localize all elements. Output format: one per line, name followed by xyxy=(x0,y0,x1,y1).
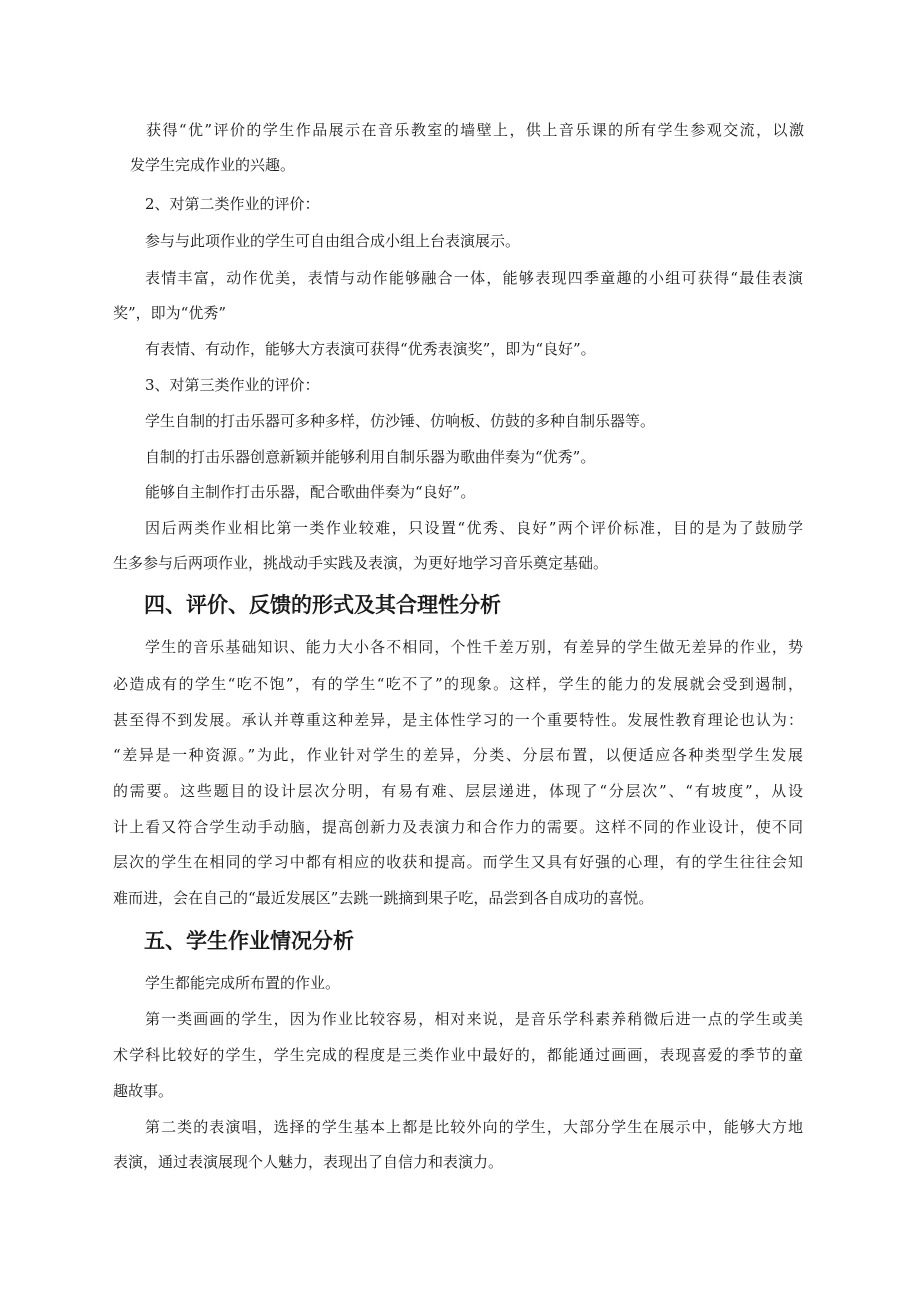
subheading-evaluation-3: 3、对第三类作业的评价： xyxy=(145,376,320,394)
paragraph-line: 必造成有的学生“吃不饱”，有的学生“吃不了”的现象。这样，学生的能力的发展就会受到遏制， xyxy=(113,675,803,693)
paragraph-line: 因后两类作业相比第一类作业较难，只设置“优秀、良好”两个评价标准，目的是为了鼓励学 xyxy=(145,519,803,537)
paragraph-line: 生多参与后两项作业，挑战动手实践及表演，为更好地学习音乐奠定基础。 xyxy=(113,554,609,572)
section-heading-5: 五、学生作业情况分析 xyxy=(144,929,354,953)
paragraph-line: 自制的打击乐器创意新颖并能够利用自制乐器为歌曲伴奏为“优秀”。 xyxy=(145,448,596,466)
paragraph-line: 参与与此项作业的学生可自由组合成小组上台表演展示。 xyxy=(145,232,521,250)
paragraph-line: 有表情、有动作，能够大方表演可获得“优秀表演奖”，即为“良好”。 xyxy=(145,340,596,358)
paragraph-line: 能够自主制作打击乐器，配合歌曲伴奏为“良好”。 xyxy=(145,483,476,501)
paragraph-line: 层次的学生在相同的学习中都有相应的收获和提高。而学生又具有好强的心理，有的学生往往会知 xyxy=(113,853,803,871)
section-heading-4: 四、评价、反馈的形式及其合理性分析 xyxy=(144,593,501,617)
paragraph-line: 术学科比较好的学生，学生完成的程度是三类作业中最好的，都能通过画画，表现喜爱的季节的童 xyxy=(113,1046,803,1064)
paragraph-line: 奖”，即为“优秀” xyxy=(113,304,227,322)
paragraph-line: 第一类画画的学生，因为作业比较容易，相对来说，是音乐学科素养稍微后进一点的学生或美 xyxy=(145,1010,803,1028)
paragraph-line: 难而进，会在自己的“最近发展区”去跳一跳摘到果子吃，品尝到各自成功的喜悦。 xyxy=(113,889,654,907)
paragraph-line: 学生都能完成所布置的作业。 xyxy=(145,974,341,992)
paragraph-line: 的需要。这些题目的设计层次分明，有易有难、层层递进，体现了“分层次”、“有坡度”，从设 xyxy=(113,782,803,800)
paragraph-line: 发学生完成作业的兴趣。 xyxy=(130,156,296,174)
paragraph-line: 第二类的表演唱，选择的学生基本上都是比较外向的学生，大部分学生在展示中，能够大方地 xyxy=(145,1118,803,1136)
paragraph-line: 表情丰富，动作优美，表情与动作能够融合一体，能够表现四季童趣的小组可获得“最佳表演 xyxy=(145,269,803,287)
paragraph-line: 学生自制的打击乐器可多种多样，仿沙锤、仿响板、仿鼓的多种自制乐器等。 xyxy=(145,412,656,430)
subheading-evaluation-2: 2、对第二类作业的评价： xyxy=(145,195,320,213)
paragraph-line: 趣故事。 xyxy=(113,1082,174,1100)
paragraph-line: 表演，通过表演展现个人魅力，表现出了自信力和表演力。 xyxy=(113,1153,504,1171)
paragraph-line: 计上看又符合学生动手动脑，提高创新力及表演力和合作力的需要。这样不同的作业设计，使不同 xyxy=(113,818,803,836)
paragraph-line: 甚至得不到发展。承认并尊重这种差异，是主体性学习的一个重要特性。发展性教育理论也认为： xyxy=(113,711,803,729)
paragraph-line: 学生的音乐基础知识、能力大小各不相同，个性千差万别，有差异的学生做无差异的作业，势 xyxy=(145,638,803,656)
paragraph-line: “差异是一种资源。”为此，作业针对学生的差异，分类、分层布置，以便适应各种类型学生发展 xyxy=(113,746,803,764)
paragraph-line: 获得“优”评价的学生作品展示在音乐教室的墙壁上，供上音乐课的所有学生参观交流，以激 xyxy=(146,121,804,139)
